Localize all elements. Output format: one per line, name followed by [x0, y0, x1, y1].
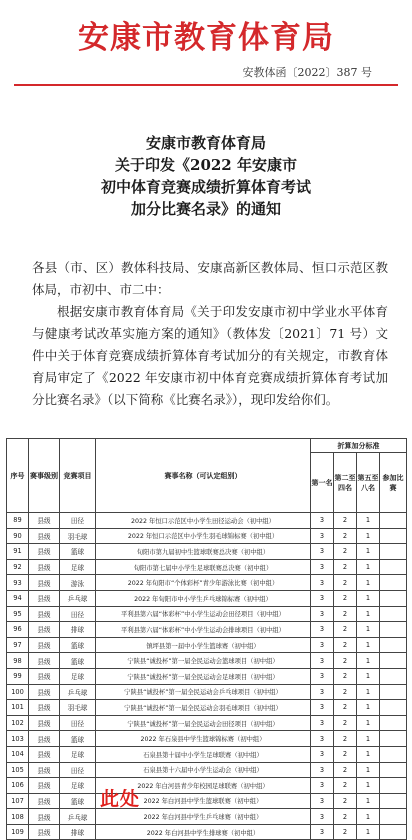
cell-fifth: 1 — [357, 668, 380, 684]
header-event: 竞赛项目 — [60, 439, 96, 513]
cell-name: 镇坪县第一届中小学生篮球赛（初中组） — [96, 637, 311, 653]
header-second: 第二至四名 — [334, 453, 357, 513]
cell-event: 游泳 — [60, 575, 96, 591]
table-row — [7, 559, 407, 575]
cell-participate — [380, 528, 407, 544]
cell-event: 田径 — [60, 606, 96, 622]
cell-first: 3 — [311, 809, 334, 825]
cell-first: 3 — [311, 731, 334, 747]
cell-name: 2022 年白河县中学生乒乓球赛（初中组） — [96, 809, 311, 825]
notice-title-line: 关于印发《2022 年安康市 — [115, 156, 297, 174]
cell-name: 宁陕县“诚投杯”第一届全民运动会羽毛球项目（初中组） — [96, 700, 311, 716]
cell-level: 县级 — [29, 622, 60, 638]
cell-fifth: 1 — [357, 559, 380, 575]
cell-seq: 97 — [7, 637, 29, 653]
cell-name: 2022 年白河县中学生排球赛（初中组） — [96, 824, 311, 840]
cell-first: 3 — [311, 653, 334, 669]
cell-event: 篮球 — [60, 793, 96, 809]
cell-fifth: 1 — [357, 606, 380, 622]
table-row — [7, 809, 407, 825]
cell-first: 3 — [311, 559, 334, 575]
header-level: 赛事级别 — [29, 439, 60, 513]
cell-level: 县级 — [29, 700, 60, 716]
cell-seq: 102 — [7, 715, 29, 731]
cell-name: 石泉县第十六届中小学生运动会（初中组） — [96, 762, 311, 778]
cell-name: 2022 年白河县中学生篮球联赛（初中组） — [96, 793, 311, 809]
cell-second: 2 — [334, 590, 357, 606]
notice-title-line: 加分比赛名录》的通知 — [130, 200, 281, 218]
cell-participate — [380, 575, 407, 591]
cell-event: 排球 — [60, 622, 96, 638]
cell-level: 县级 — [29, 528, 60, 544]
cell-second: 2 — [334, 809, 357, 825]
cell-first: 3 — [311, 793, 334, 809]
cell-fifth: 1 — [357, 513, 380, 529]
cell-fifth: 1 — [357, 622, 380, 638]
notice-title — [0, 132, 412, 220]
cell-participate — [380, 793, 407, 809]
cell-event: 羽毛球 — [60, 528, 96, 544]
cell-level: 县级 — [29, 606, 60, 622]
cell-name: 平利县第六届“体彩杯”中小学生运动会排球项目（初中组） — [96, 622, 311, 638]
cell-first: 3 — [311, 668, 334, 684]
cell-first: 3 — [311, 778, 334, 794]
addressee-paragraph: 各县（市、区）教体科技局、安康高新区教体局、恒口示范区教体局，市初中、市二中： — [32, 260, 388, 297]
table-row — [7, 528, 407, 544]
cell-level: 县级 — [29, 762, 60, 778]
agency-title: 安康市教育体育局 — [78, 20, 334, 56]
competition-table — [6, 438, 407, 840]
table-row — [7, 715, 407, 731]
cell-first: 3 — [311, 762, 334, 778]
table-row — [7, 622, 407, 638]
cell-event: 足球 — [60, 746, 96, 762]
cell-event: 足球 — [60, 668, 96, 684]
cell-fifth: 1 — [357, 778, 380, 794]
header-name: 赛事名称（可认定组别） — [96, 439, 311, 513]
cell-name: 2022 年石泉县中学生篮球锦标赛（初中组） — [96, 731, 311, 747]
cell-first: 3 — [311, 622, 334, 638]
cell-event: 排球 — [60, 824, 96, 840]
cell-level: 县级 — [29, 653, 60, 669]
red-divider-line — [14, 84, 398, 86]
header-participate: 参加比赛 — [380, 453, 407, 513]
cell-fifth: 1 — [357, 824, 380, 840]
cell-seq: 98 — [7, 653, 29, 669]
cell-event: 田径 — [60, 762, 96, 778]
cell-first: 3 — [311, 637, 334, 653]
cell-second: 2 — [334, 746, 357, 762]
header-standard: 折算加分标准 — [311, 439, 407, 453]
cell-name: 宁陕县“诚投杯”第一届全民运动会篮球项目（初中组） — [96, 653, 311, 669]
header-seq: 序号 — [7, 439, 29, 513]
cell-event: 篮球 — [60, 544, 96, 560]
cell-name: 2022 年白河县青少年校园足球联赛（初中组） — [96, 778, 311, 794]
notice-title-line: 初中体育竞赛成绩折算体育考试 — [100, 178, 311, 196]
cell-second: 2 — [334, 513, 357, 529]
cell-first: 3 — [311, 715, 334, 731]
cell-level: 县级 — [29, 809, 60, 825]
cell-level: 县级 — [29, 575, 60, 591]
cell-second: 2 — [334, 700, 357, 716]
cell-participate — [380, 824, 407, 840]
cell-first: 3 — [311, 513, 334, 529]
cell-fifth: 1 — [357, 809, 380, 825]
cell-event: 田径 — [60, 715, 96, 731]
cell-participate — [380, 637, 407, 653]
cell-name: 旬阳市第九届初中生篮球联赛总决赛（初中组） — [96, 544, 311, 560]
cell-fifth: 1 — [357, 544, 380, 560]
cell-event: 足球 — [60, 559, 96, 575]
cell-seq: 105 — [7, 762, 29, 778]
cell-second: 2 — [334, 668, 357, 684]
cell-name: 2022 年旬阳市“个体彩杯”青少年游泳比赛（初中组） — [96, 575, 311, 591]
cell-first: 3 — [311, 590, 334, 606]
cell-seq: 108 — [7, 809, 29, 825]
cell-seq: 91 — [7, 544, 29, 560]
cell-first: 3 — [311, 684, 334, 700]
body-paragraph: 根据安康市教育体育局《关于印发安康市初中学业水平体育与健康考试改革实施方案的通知》（教体发〔2021〕71 号）文件中关于体育竞赛成绩折算体育考试加分的有关规定，市教育体育局审定了《2022 年安康市初中体育竞赛成绩折算体育考试加分比赛名录》（以下简称《比赛名录》），现印发给你们。 — [32, 304, 388, 407]
cell-fifth: 1 — [357, 762, 380, 778]
cell-level: 县级 — [29, 824, 60, 840]
table-row — [7, 778, 407, 794]
cell-participate — [380, 653, 407, 669]
table-row — [7, 762, 407, 778]
table-row — [7, 824, 407, 840]
cell-event: 乒乓球 — [60, 809, 96, 825]
cell-first: 3 — [311, 824, 334, 840]
cell-name: 宁陕县“诚投杯”第一届全民运动会田径项目（初中组） — [96, 715, 311, 731]
cell-level: 县级 — [29, 731, 60, 747]
cell-second: 2 — [334, 528, 357, 544]
cell-seq: 90 — [7, 528, 29, 544]
cell-level: 县级 — [29, 513, 60, 529]
table-row — [7, 606, 407, 622]
document-number: 安教体函〔2022〕387 号 — [242, 66, 372, 79]
cell-seq: 93 — [7, 575, 29, 591]
cell-participate — [380, 590, 407, 606]
cell-participate — [380, 762, 407, 778]
cell-name: 宁陕县“诚投杯”第一届全民运动会足球项目（初中组） — [96, 668, 311, 684]
cell-name: 2022 年恒口示范区中小学生羽毛球锦标赛（初中组） — [96, 528, 311, 544]
cell-seq: 107 — [7, 793, 29, 809]
cell-level: 县级 — [29, 637, 60, 653]
header-fifth: 第五至八名 — [357, 453, 380, 513]
table-row — [7, 513, 407, 529]
cell-seq: 103 — [7, 731, 29, 747]
cell-fifth: 1 — [357, 715, 380, 731]
table-row — [7, 544, 407, 560]
table-row — [7, 700, 407, 716]
cell-second: 2 — [334, 778, 357, 794]
cell-level: 县级 — [29, 715, 60, 731]
cell-participate — [380, 544, 407, 560]
cell-fifth: 1 — [357, 590, 380, 606]
cell-seq: 104 — [7, 746, 29, 762]
cell-first: 3 — [311, 575, 334, 591]
cell-participate — [380, 684, 407, 700]
cell-first: 3 — [311, 528, 334, 544]
cell-second: 2 — [334, 793, 357, 809]
cell-name: 平利县第六届“体彩杯”中小学生运动会田径项目（初中组） — [96, 606, 311, 622]
cell-participate — [380, 778, 407, 794]
cell-second: 2 — [334, 606, 357, 622]
cell-second: 2 — [334, 544, 357, 560]
cell-level: 县级 — [29, 544, 60, 560]
cell-seq: 106 — [7, 778, 29, 794]
cell-seq: 109 — [7, 824, 29, 840]
cell-event: 羽毛球 — [60, 700, 96, 716]
cell-fifth: 1 — [357, 731, 380, 747]
cell-event: 篮球 — [60, 637, 96, 653]
cell-name: 2022 年恒口示范区中小学生田径运动会（初中组） — [96, 513, 311, 529]
table-row — [7, 746, 407, 762]
table-row — [7, 590, 407, 606]
cell-participate — [380, 559, 407, 575]
cell-fifth: 1 — [357, 653, 380, 669]
cell-participate — [380, 606, 407, 622]
cell-level: 县级 — [29, 559, 60, 575]
table-row — [7, 653, 407, 669]
cell-fifth: 1 — [357, 700, 380, 716]
cell-second: 2 — [334, 684, 357, 700]
cell-first: 3 — [311, 544, 334, 560]
cell-event: 足球 — [60, 778, 96, 794]
cell-second: 2 — [334, 637, 357, 653]
cell-name: 石泉县第十届中小学生足球联赛（初中组） — [96, 746, 311, 762]
cell-fifth: 1 — [357, 637, 380, 653]
cell-second: 2 — [334, 559, 357, 575]
cell-second: 2 — [334, 824, 357, 840]
header-first: 第一名 — [311, 453, 334, 513]
cell-name: 宁陕县“诚投杯”第一届全民运动会乒乓球项目（初中组） — [96, 684, 311, 700]
cell-participate — [380, 668, 407, 684]
cell-seq: 101 — [7, 700, 29, 716]
cell-participate — [380, 715, 407, 731]
cell-seq: 89 — [7, 513, 29, 529]
cell-second: 2 — [334, 575, 357, 591]
cell-first: 3 — [311, 606, 334, 622]
cell-seq: 100 — [7, 684, 29, 700]
cell-seq: 99 — [7, 668, 29, 684]
cell-fifth: 1 — [357, 793, 380, 809]
cell-second: 2 — [334, 762, 357, 778]
cell-level: 县级 — [29, 746, 60, 762]
cell-fifth: 1 — [357, 528, 380, 544]
cell-seq: 94 — [7, 590, 29, 606]
cell-level: 县级 — [29, 793, 60, 809]
cell-event: 篮球 — [60, 731, 96, 747]
cell-name: 2022 年旬阳市中小学生乒乓球锦标赛（初中组） — [96, 590, 311, 606]
table-row — [7, 575, 407, 591]
cell-event: 田径 — [60, 513, 96, 529]
cell-fifth: 1 — [357, 575, 380, 591]
table-row — [7, 684, 407, 700]
table-row — [7, 731, 407, 747]
table-row — [7, 793, 407, 809]
cell-participate — [380, 622, 407, 638]
cell-seq: 95 — [7, 606, 29, 622]
cell-fifth: 1 — [357, 746, 380, 762]
cell-participate — [380, 746, 407, 762]
cell-event: 乒乓球 — [60, 684, 96, 700]
cell-second: 2 — [334, 622, 357, 638]
cell-first: 3 — [311, 746, 334, 762]
cell-event: 乒乓球 — [60, 590, 96, 606]
cell-name: 旬阳市第七届中小学生足球联赛总决赛（初中组） — [96, 559, 311, 575]
cell-participate — [380, 809, 407, 825]
cell-level: 县级 — [29, 590, 60, 606]
table-row — [7, 637, 407, 653]
notice-title-line: 安康市教育体育局 — [145, 134, 266, 152]
cell-second: 2 — [334, 715, 357, 731]
cell-first: 3 — [311, 700, 334, 716]
cell-seq: 92 — [7, 559, 29, 575]
cell-fifth: 1 — [357, 684, 380, 700]
cell-participate — [380, 513, 407, 529]
cell-participate — [380, 700, 407, 716]
cell-second: 2 — [334, 653, 357, 669]
cell-event: 篮球 — [60, 653, 96, 669]
cell-level: 县级 — [29, 668, 60, 684]
cell-participate — [380, 731, 407, 747]
table-row — [7, 668, 407, 684]
cell-seq: 96 — [7, 622, 29, 638]
cell-level: 县级 — [29, 684, 60, 700]
red-stamp-overlay: 此处 — [100, 788, 141, 810]
cell-second: 2 — [334, 731, 357, 747]
cell-level: 县级 — [29, 778, 60, 794]
